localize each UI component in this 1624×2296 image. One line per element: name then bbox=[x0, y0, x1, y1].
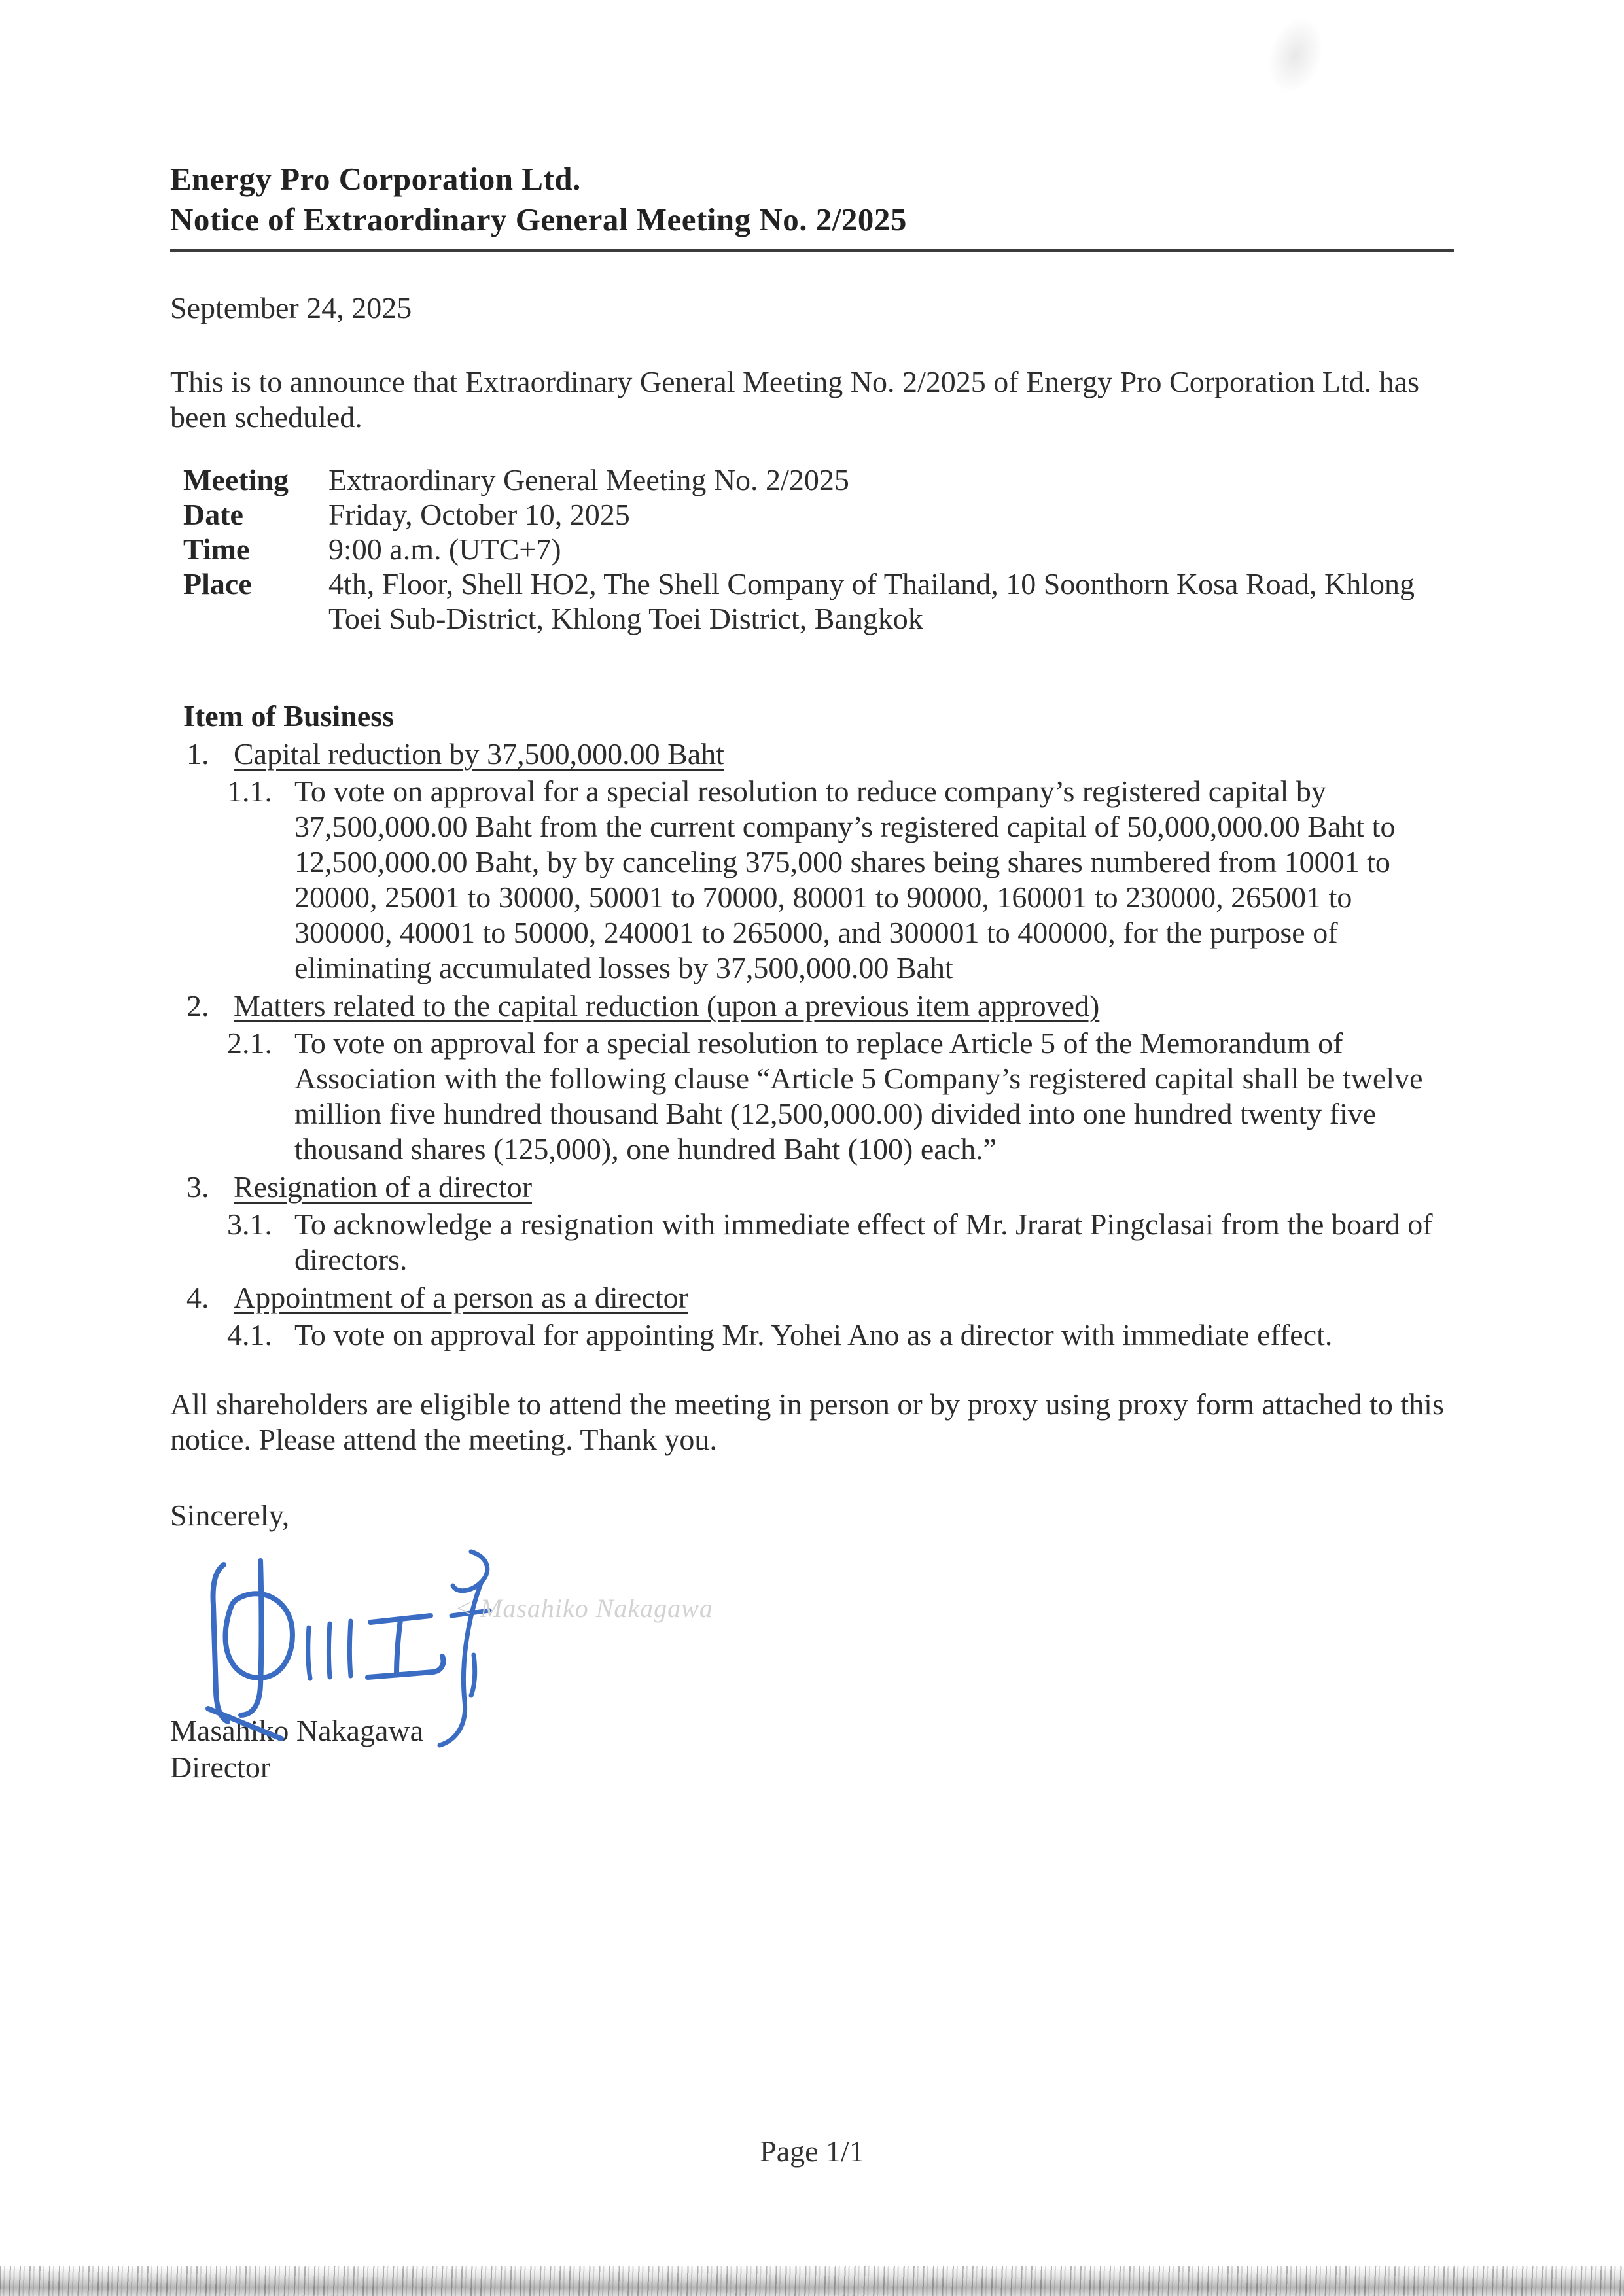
business-item-2 bbox=[170, 988, 1454, 1024]
signature-watermark-text: < Masahiko Nakagawa bbox=[455, 1593, 713, 1623]
business-subitem-4-1 bbox=[227, 1317, 1454, 1353]
subitem-text: To acknowledge a resignation with immediate effect of Mr. Jrarat Pingclasai from the board of directors. bbox=[294, 1208, 1433, 1276]
detail-label-place: Place bbox=[183, 567, 252, 600]
item-number: 2. bbox=[186, 989, 209, 1022]
closing-paragraph: All shareholders are eligible to attend the meeting in person or by proxy using proxy form attached to this notice. Please attend the meeting. Thank you. bbox=[170, 1387, 1444, 1456]
item-title: Appointment of a person as a director bbox=[234, 1281, 688, 1314]
subitem-number: 4.1. bbox=[227, 1318, 272, 1351]
item-title: Resignation of a director bbox=[234, 1170, 533, 1204]
meeting-details bbox=[183, 462, 1454, 636]
letterhead bbox=[170, 159, 1454, 252]
detail-value-date: Friday, October 10, 2025 bbox=[328, 498, 630, 531]
item-number: 1. bbox=[186, 737, 209, 771]
business-item-3 bbox=[170, 1170, 1454, 1205]
date-line: September 24, 2025 bbox=[170, 291, 412, 324]
signer-title: Director bbox=[170, 1750, 271, 1784]
subitem-text: To vote on approval for a special resolution to replace Article 5 of the Memorandum of Association with the following clause “Article 5 Company’s registered capital shall be twelve million five hundred thousand Baht (12,500,000.00) divided into one hundred twenty five thousand shares (125,000), one hundred Baht (100) each.” bbox=[294, 1026, 1423, 1166]
subitem-number: 2.1. bbox=[227, 1026, 272, 1060]
salutation: Sincerely, bbox=[170, 1499, 290, 1532]
detail-label-time: Time bbox=[183, 532, 250, 566]
scanner-noise-band bbox=[0, 2266, 1624, 2296]
business-item-1 bbox=[170, 737, 1454, 772]
detail-label-date: Date bbox=[183, 498, 243, 531]
document-title: Notice of Extraordinary General Meeting No. 2/2025 bbox=[170, 201, 907, 237]
detail-value-place: 4th, Floor, Shell HO2, The Shell Company of Thailand, 10 Soonthorn Kosa Road, Khlong Toei Sub-District, Khlong Toei District, Bangkok bbox=[328, 567, 1415, 635]
subitem-text: To vote on approval for a special resolution to reduce company’s registered capital by 37,500,000.00 Baht from the current company’s registered capital of 50,000,000.00 Baht to 12,500,000.00 Baht, by by canceling 375,000 shares being shares numbered from 10001 to 20000, 25001 to 30000, 50001 to 70000, 80001 to 90000, 160001 to 230000, 265001 to 300000, 40001 to 50000, 240001 to 265000, and 300001 to 400000, for the purpose of eliminating accumulated losses by 37,500,000.00 Baht bbox=[294, 774, 1396, 984]
subitem-text: To vote on approval for appointing Mr. Yohei Ano as a director with immediate effect. bbox=[294, 1318, 1333, 1351]
business-item-4 bbox=[170, 1280, 1454, 1315]
company-name: Energy Pro Corporation Ltd. bbox=[170, 161, 581, 197]
subitem-number: 1.1. bbox=[227, 774, 272, 808]
item-number: 4. bbox=[186, 1281, 209, 1314]
subitem-number: 3.1. bbox=[227, 1208, 272, 1241]
detail-label-meeting: Meeting bbox=[183, 463, 289, 496]
signer-name: Masahiko Nakagawa bbox=[170, 1714, 424, 1747]
document-content bbox=[170, 0, 1454, 1786]
business-heading: Item of Business bbox=[183, 699, 395, 733]
business-subitem-3-1 bbox=[227, 1207, 1454, 1278]
business-subitem-2-1 bbox=[227, 1026, 1454, 1167]
intro-paragraph: This is to announce that Extraordinary General Meeting No. 2/2025 of Energy Pro Corporation Ltd. has been scheduled. bbox=[170, 365, 1419, 434]
item-number: 3. bbox=[186, 1170, 209, 1204]
item-title: Capital reduction by 37,500,000.00 Baht bbox=[234, 737, 724, 771]
business-subitem-1-1 bbox=[227, 774, 1454, 986]
signature-area bbox=[170, 1537, 1454, 1713]
item-title: Matters related to the capital reduction (upon a previous item approved) bbox=[234, 989, 1100, 1022]
detail-value-meeting: Extraordinary General Meeting No. 2/2025 bbox=[328, 463, 849, 496]
detail-value-time: 9:00 a.m. (UTC+7) bbox=[328, 532, 561, 566]
page-number: Page 1/1 bbox=[760, 2134, 864, 2168]
signoff-block bbox=[170, 1498, 1454, 1786]
handwritten-signature bbox=[190, 1537, 497, 1753]
